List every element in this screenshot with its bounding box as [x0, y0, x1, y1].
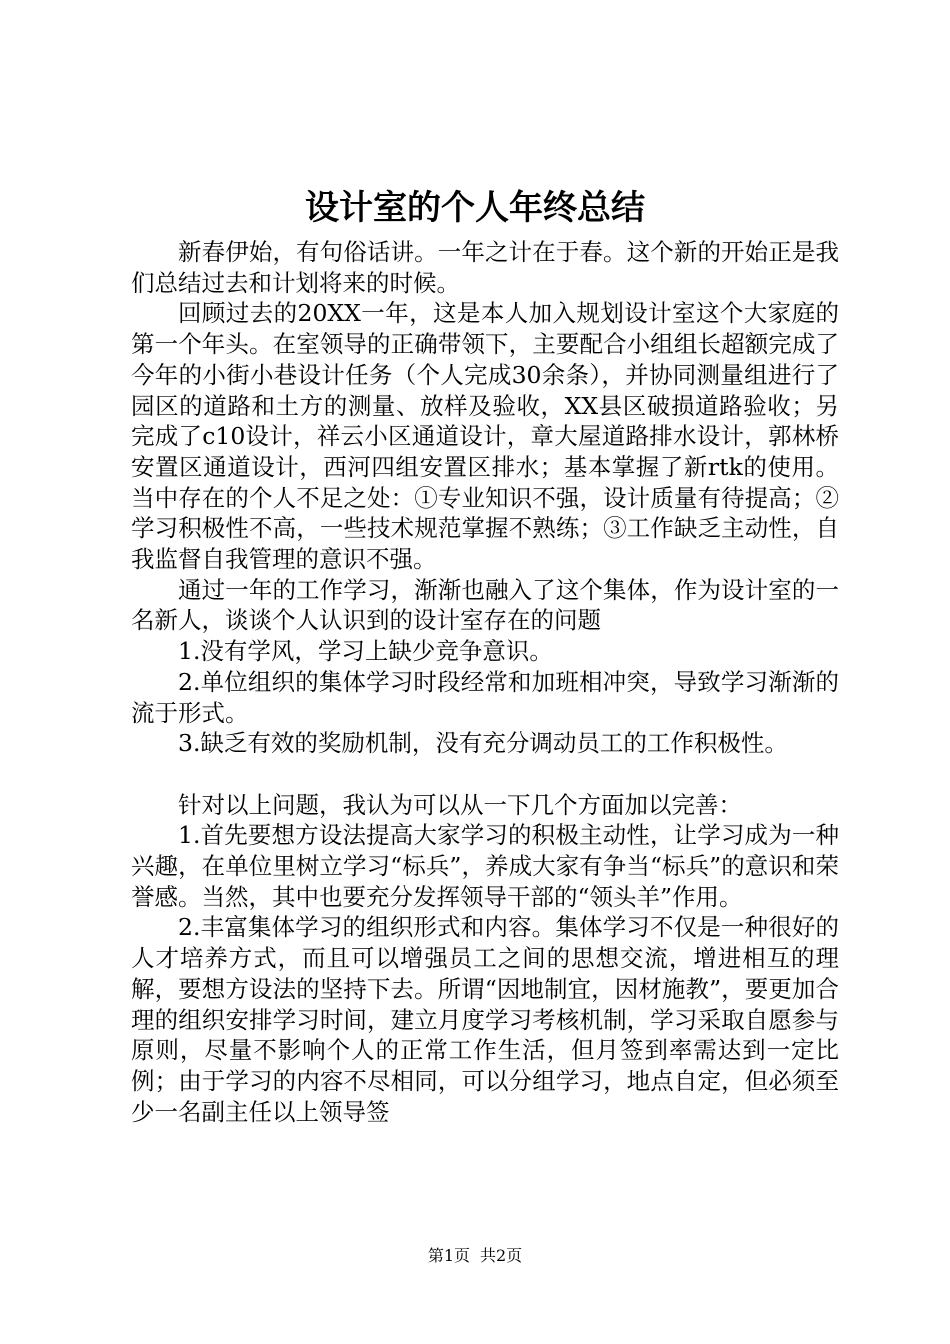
page-number-total: 共2页	[480, 1246, 523, 1265]
paragraph-problems-intro: 通过一年的工作学习，渐渐也融入了这个集体，作为设计室的一名新人，谈谈个人认识到的设计室存在的问题	[131, 575, 839, 635]
page-number-current: 第1页	[427, 1246, 470, 1265]
document-body	[131, 237, 839, 1127]
paragraph-intro: 新春伊始，有句俗话讲。一年之计在于春。这个新的开始正是我们总结过去和计划将来的时候。	[131, 238, 839, 297]
solution-item-1: 1.首先要想方设法提高大家学习的积极主动性，让学习成为一种兴趣，在单位里树立学习“标兵”，养成大家有争当“标兵”的意识和荣誉感。当然，其中也要充分发挥领导干部的“领头羊”作用。	[131, 821, 839, 911]
problem-item-2: 2.单位组织的集体学习时段经常和加班相冲突，导致学习渐渐的流于形式。	[131, 667, 839, 727]
document-title: 设计室的个人年终总结	[305, 188, 645, 228]
paragraph-spacer	[131, 759, 839, 790]
page-footer	[0, 1246, 950, 1266]
paragraph-review: 回顾过去的20XX一年，这是本人加入规划设计室这个大家庭的第一个年头。在室领导的正确带领下，主要配合小组组长超额完成了今年的小街小巷设计任务（个人完成30余条），并协同测量组进行了园区的道路和土方的测量、放样及验收，XX县区破损道路验收；另完成了c10设计，祥云小区通道设计，章大屋道路排水设计，郭林桥安置区通道设计，西河四组安置区排水；基本掌握了新rtk的使用。当中存在的个人不足之处：①专业知识不强，设计质量有待提高；②学习积极性不高，一些技术规范掌握不熟练；③工作缺乏主动性，自我监督自我管理的意识不强。	[131, 299, 839, 574]
problem-item-1: 1.没有学风，学习上缺少竞争意识。	[178, 637, 553, 666]
paragraph-solutions-intro: 针对以上问题，我认为可以从一下几个方面加以完善：	[178, 790, 742, 819]
problem-item-3: 3.缺乏有效的奖励机制，没有充分调动员工的工作积极性。	[178, 729, 788, 758]
solution-item-2: 2.丰富集体学习的组织形式和内容。集体学习不仅是一种很好的人才培养方式，而且可以增强员工之间的思想交流，增进相互的理解，要想方设法的坚持下去。所谓“因地制宜，因材施教”，要更加合理的组织安排学习时间，建立月度学习考核机制，学习采取自愿参与原则，尽量不影响个人的正常工作生活，但月签到率需达到一定比例；由于学习的内容不尽相同，可以分组学习，地点自定，但必须至少一名副主任以上领导签	[131, 913, 839, 1126]
